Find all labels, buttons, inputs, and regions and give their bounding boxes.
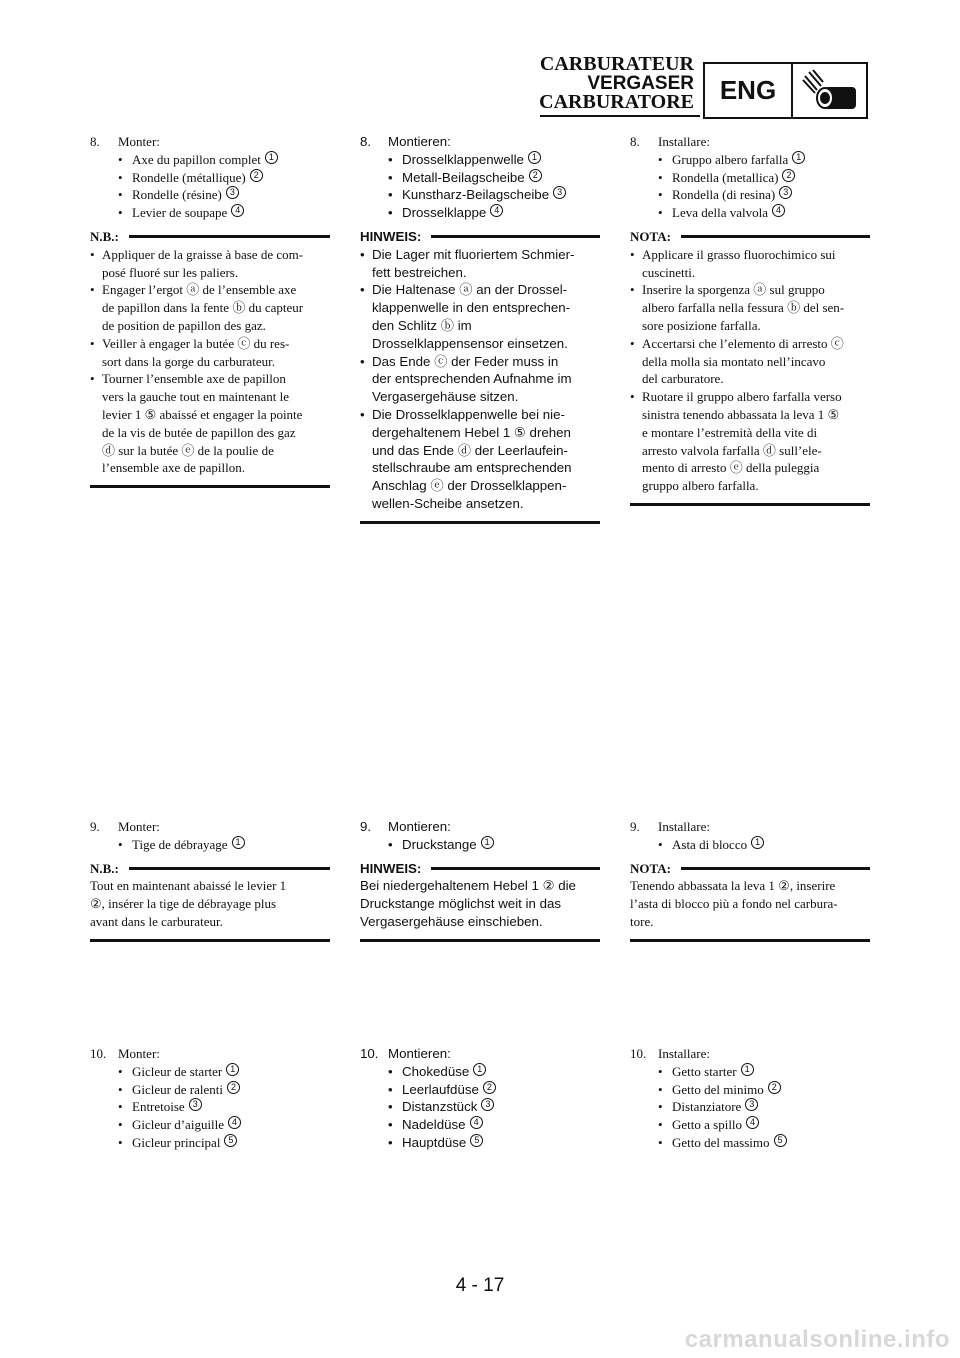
part-reference: 1 <box>232 836 245 849</box>
note-line-text: avant dans le carburateur. <box>90 913 223 929</box>
note-line-text: tore. <box>630 913 654 929</box>
bullet: • <box>388 169 393 185</box>
note-line-text: Engager l’ergot ⓐ de l’ensemble axe <box>102 282 297 298</box>
note-line-text: cuscinetti. <box>642 264 696 280</box>
part-reference: 1 <box>481 836 494 849</box>
note-end-rule <box>90 939 330 942</box>
note-paragraph <box>90 877 330 930</box>
note-line-text: Appliquer de la graisse à base de com- <box>102 246 304 262</box>
part-reference: 4 <box>746 1116 759 1129</box>
bullet: • <box>388 151 393 167</box>
part-item <box>630 151 870 169</box>
note-text <box>642 246 870 282</box>
part-item <box>90 151 330 169</box>
step-s10 <box>630 1045 870 1152</box>
note-heading <box>360 860 600 878</box>
note-line-text: mento di arresto ⓔ della puleggia <box>642 460 820 476</box>
step-verb: Montieren: <box>388 1046 451 1061</box>
note-paragraph <box>630 877 870 930</box>
note-rule <box>681 235 870 238</box>
note-heading <box>90 228 330 246</box>
step-verb: Monter: <box>118 1046 160 1061</box>
bullet: • <box>658 169 663 185</box>
part-name: Chokedüse <box>402 1063 470 1079</box>
note-line-text: sinistra tenendo abbassata la leva 1 ⑤ <box>642 406 840 422</box>
note-line-text: Die Haltenase ⓐ an der Drossel- <box>372 282 568 298</box>
note-rule <box>431 235 600 238</box>
bullet: • <box>388 1099 393 1115</box>
note-text <box>642 335 870 388</box>
note-label: NOTA: <box>630 228 671 244</box>
part-reference: 3 <box>779 186 792 199</box>
note-text <box>372 246 600 282</box>
note-line-text: de position de papillon des gaz. <box>102 317 266 333</box>
note-line-text: gruppo albero farfalla. <box>642 478 759 494</box>
part-name: Nadeldüse <box>402 1117 466 1133</box>
note-bullet-item <box>630 388 870 495</box>
bullet: • <box>90 371 95 387</box>
part-reference: 1 <box>741 1063 754 1076</box>
part-item <box>630 186 870 204</box>
part-reference: 2 <box>227 1081 240 1094</box>
part-reference: 3 <box>553 186 566 199</box>
note-paragraph <box>360 877 600 930</box>
section-badge <box>703 62 868 119</box>
part-name: Entretoise <box>132 1099 185 1115</box>
note-bullet-item <box>630 281 870 334</box>
part-name: Getto a spillo <box>672 1117 743 1133</box>
note-line-text: Applicare il grasso fluorochimico sui <box>642 246 836 262</box>
step-number: 9. <box>360 819 372 834</box>
note-line-text: Die Lager mit fluoriertem Schmier- <box>372 246 575 262</box>
note-line-text: de la vis de butée de papillon des gaz <box>102 424 296 440</box>
note-line-text: l’ensemble axe de papillon. <box>102 460 245 476</box>
part-name: Axe du papillon complet <box>132 151 261 167</box>
part-name: Rondella (di resina) <box>672 187 776 203</box>
bullet: • <box>658 1117 663 1133</box>
part-name: Hauptdüse <box>402 1134 467 1150</box>
step-heading <box>630 818 870 836</box>
note-line-text: arresto valvola farfalla ⓓ sull’ele- <box>642 442 822 458</box>
part-reference: 4 <box>490 204 503 217</box>
bullet: • <box>658 205 663 221</box>
step-heading <box>630 1045 870 1063</box>
note-text <box>642 281 870 334</box>
step-number: 9. <box>630 819 640 834</box>
bullet: • <box>360 282 365 298</box>
part-reference: 3 <box>745 1098 758 1111</box>
note-line-text: Das Ende ⓒ der Feder muss in <box>372 353 559 369</box>
part-name: Kunstharz-Beilagscheibe <box>402 187 550 203</box>
part-reference: 3 <box>189 1098 202 1111</box>
bullet: • <box>658 1063 663 1079</box>
part-reference: 4 <box>772 204 785 217</box>
note-end-rule <box>360 939 600 942</box>
step-number: 10. <box>630 1046 647 1061</box>
bullet: • <box>118 1134 123 1150</box>
part-reference: 5 <box>470 1134 483 1147</box>
part-item <box>630 836 870 854</box>
part-item <box>630 1116 870 1134</box>
note-text <box>372 281 600 352</box>
note-line-text: Tout en maintenant abaissé le levier 1 <box>90 878 287 894</box>
note-heading <box>630 860 870 878</box>
part-reference: 1 <box>265 151 278 164</box>
note-line-text: Vergasergehäuse sitzen. <box>372 389 519 405</box>
note-text <box>372 353 600 406</box>
step-verb: Installare: <box>658 819 710 834</box>
part-reference: 4 <box>228 1116 241 1129</box>
step-s8 <box>360 133 600 524</box>
note-line-text: Accertarsi che l’elemento di arresto ⓒ <box>642 335 844 351</box>
note-line-text: Druckstange möglichst weit in das <box>360 896 562 912</box>
part-name: Drosselklappe <box>402 205 487 221</box>
part-name: Distanziatore <box>672 1099 742 1115</box>
note-bullet-item <box>360 406 600 513</box>
note-line-text: sore posizione farfalla. <box>642 317 761 333</box>
note-line-text: de papillon dans la fente ⓑ du capteur <box>102 300 304 316</box>
note-line-text: Ruotare il gruppo albero farfalla verso <box>642 389 842 405</box>
part-name: Rondella (metallica) <box>672 169 779 185</box>
note-rule <box>129 235 330 238</box>
note-line-text: Veiller à engager la butée ⓒ du res- <box>102 335 290 351</box>
note-heading <box>360 228 600 246</box>
note-line-text: Drosselklappensensor einsetzen. <box>372 335 568 351</box>
note-text <box>102 281 330 334</box>
note-line-text: den Schlitz ⓑ im <box>372 317 472 333</box>
part-name: Getto starter <box>672 1063 737 1079</box>
step-s8 <box>630 133 870 506</box>
note-line-text: dergehaltenem Hebel 1 ⑤ drehen <box>372 424 571 440</box>
part-reference: 1 <box>792 151 805 164</box>
part-reference: 1 <box>751 836 764 849</box>
part-reference: 3 <box>481 1098 494 1111</box>
part-name: Levier de soupape <box>132 205 228 221</box>
bullet: • <box>630 389 635 405</box>
step-s9 <box>630 818 870 942</box>
step-number: 9. <box>90 819 100 834</box>
header-rule <box>540 115 700 117</box>
note-bullet-item <box>90 335 330 371</box>
note-end-rule <box>630 939 870 942</box>
note-line-text: ②, insérer la tige de débrayage plus <box>90 896 276 912</box>
part-item <box>360 204 600 222</box>
part-item <box>360 1063 600 1081</box>
part-item <box>360 1134 600 1152</box>
note-label: NOTA: <box>630 860 671 876</box>
note-label: N.B.: <box>90 228 119 244</box>
step-heading <box>90 1045 330 1063</box>
step-s9 <box>90 818 330 942</box>
part-reference: 1 <box>473 1063 486 1076</box>
part-item <box>360 151 600 169</box>
part-name: Gicleur principal <box>132 1134 221 1150</box>
bullet: • <box>658 1099 663 1115</box>
note-text <box>642 388 870 495</box>
note-line-text: Bei niedergehaltenem Hebel 1 ② die <box>360 878 576 894</box>
part-item <box>90 169 330 187</box>
part-reference: 2 <box>782 169 795 182</box>
note-line-text: Tourner l’ensemble axe de papillon <box>102 371 286 387</box>
note-line-text: vers la gauche tout en maintenant le <box>102 389 289 405</box>
note-bullet-item <box>630 335 870 388</box>
note-line-text: posé fluoré sur les paliers. <box>102 264 239 280</box>
bullet: • <box>630 282 635 298</box>
engine-icon <box>793 64 866 117</box>
part-item <box>360 1098 600 1116</box>
step-heading <box>360 133 600 151</box>
bullet: • <box>630 246 635 262</box>
note-bullet-item <box>360 281 600 352</box>
step-verb: Montieren: <box>388 134 451 149</box>
step-s8 <box>90 133 330 488</box>
note-line-text: der entsprechenden Aufnahme im <box>372 371 572 387</box>
section-label: ENG <box>705 64 793 117</box>
note-label: HINWEIS: <box>360 860 422 876</box>
bullet: • <box>658 836 663 852</box>
title-italian: CARBURATORE <box>539 91 694 113</box>
note-bullet-item <box>630 246 870 282</box>
title-german: VERGASER <box>587 73 694 94</box>
note-bullet-item <box>360 246 600 282</box>
note-rule <box>681 867 870 870</box>
step-verb: Installare: <box>658 1046 710 1061</box>
part-item <box>360 169 600 187</box>
note-line-text: albero farfalla nella fessura ⓑ del sen- <box>642 300 845 316</box>
part-item <box>90 186 330 204</box>
step-number: 8. <box>360 134 372 149</box>
note-line-text: und das Ende ⓓ der Leerlaufein- <box>372 442 568 458</box>
note-text <box>372 406 600 513</box>
part-name: Metall-Beilagscheibe <box>402 169 525 185</box>
part-reference: 4 <box>470 1116 483 1129</box>
step-s9 <box>360 818 600 942</box>
bullet: • <box>118 836 123 852</box>
bullet: • <box>118 1063 123 1079</box>
note-line-text: della molla sia montato nell’incavo <box>642 353 826 369</box>
note-line-text: sort dans la gorge du carburateur. <box>102 353 276 369</box>
note-line-text: stellschraube am entsprechenden <box>372 460 572 476</box>
bullet: • <box>118 1117 123 1133</box>
part-item <box>360 1116 600 1134</box>
part-name: Gicleur d’aiguille <box>132 1117 225 1133</box>
bullet: • <box>388 187 393 203</box>
part-item <box>90 1116 330 1134</box>
bullet: • <box>118 1099 123 1115</box>
note-bullet-item <box>90 246 330 282</box>
note-line-text: wellen-Scheibe ansetzen. <box>372 495 524 511</box>
part-reference: 2 <box>529 169 542 182</box>
part-name: Druckstange <box>402 836 477 852</box>
part-name: Getto del minimo <box>672 1081 764 1097</box>
part-reference: 2 <box>768 1081 781 1094</box>
note-line-text: fett bestreichen. <box>372 264 467 280</box>
part-name: Distanzstück <box>402 1099 478 1115</box>
note-line-text: del carburatore. <box>642 371 724 387</box>
part-item <box>630 1134 870 1152</box>
note-label: HINWEIS: <box>360 228 422 244</box>
step-heading <box>90 133 330 151</box>
part-reference: 2 <box>483 1081 496 1094</box>
bullet: • <box>388 1117 393 1133</box>
note-bullet-item <box>90 281 330 334</box>
note-heading <box>90 860 330 878</box>
note-line-text: levier 1 ⑤ abaissé et engager la pointe <box>102 406 303 422</box>
bullet: • <box>118 151 123 167</box>
step-number: 10. <box>360 1046 379 1061</box>
bullet: • <box>388 1081 393 1097</box>
note-bullet-item <box>360 353 600 406</box>
step-heading <box>90 818 330 836</box>
note-line-text: Tenendo abbassata la leva 1 ②, inserire <box>630 878 836 894</box>
part-item <box>90 1081 330 1099</box>
part-name: Getto del massimo <box>672 1134 770 1150</box>
note-line-text: ⓓ sur la butée ⓔ de la poulie de <box>102 442 274 458</box>
part-reference: 4 <box>231 204 244 217</box>
part-name: Gruppo albero farfalla <box>672 151 789 167</box>
note-heading <box>630 228 870 246</box>
bullet: • <box>90 335 95 351</box>
step-heading <box>630 133 870 151</box>
bullet: • <box>360 406 365 422</box>
step-number: 10. <box>90 1046 107 1061</box>
bullet: • <box>658 187 663 203</box>
part-item <box>90 204 330 222</box>
part-item <box>360 186 600 204</box>
note-line-text: klappenwelle in den entsprechen- <box>372 300 571 316</box>
part-item <box>90 1134 330 1152</box>
note-end-rule <box>630 503 870 506</box>
part-reference: 5 <box>224 1134 237 1147</box>
part-item <box>360 836 600 854</box>
note-line-text: Inserire la sporgenza ⓐ sul gruppo <box>642 282 825 298</box>
part-name: Gicleur de starter <box>132 1063 223 1079</box>
watermark: carmanualsonline.info <box>684 1326 950 1353</box>
part-name: Drosselklappenwelle <box>402 151 524 167</box>
note-bullet-item <box>90 370 330 477</box>
bullet: • <box>360 353 365 369</box>
note-line-text: Vergasergehäuse einschieben. <box>360 913 543 929</box>
bullet: • <box>118 1081 123 1097</box>
bullet: • <box>630 335 635 351</box>
part-item <box>360 1081 600 1099</box>
note-end-rule <box>90 485 330 488</box>
step-s10 <box>90 1045 330 1152</box>
step-number: 8. <box>90 134 100 149</box>
note-rule <box>129 867 330 870</box>
part-item <box>90 1098 330 1116</box>
bullet: • <box>360 246 365 262</box>
bullet: • <box>658 151 663 167</box>
note-line-text: Die Drosselklappenwelle bei nie- <box>372 406 565 422</box>
step-verb: Monter: <box>118 134 160 149</box>
title-french: CARBURATEUR <box>539 53 694 75</box>
step-s10 <box>360 1045 600 1152</box>
part-item <box>90 1063 330 1081</box>
part-item <box>90 836 330 854</box>
bullet: • <box>388 1063 393 1079</box>
bullet: • <box>90 246 95 262</box>
note-rule <box>431 867 600 870</box>
part-reference: 3 <box>226 186 239 199</box>
part-reference: 5 <box>774 1134 787 1147</box>
part-item <box>630 169 870 187</box>
note-label: N.B.: <box>90 860 119 876</box>
note-end-rule <box>360 521 600 524</box>
part-name: Asta di blocco <box>672 836 748 852</box>
part-reference: 2 <box>250 169 263 182</box>
part-reference: 1 <box>528 151 541 164</box>
step-heading <box>360 818 600 836</box>
bullet: • <box>118 169 123 185</box>
part-item <box>630 1081 870 1099</box>
part-name: Gicleur de ralenti <box>132 1081 223 1097</box>
page-number: 4 - 17 <box>455 1275 505 1296</box>
part-name: Rondelle (résine) <box>132 187 222 203</box>
note-line-text: l’asta di blocco più a fondo nel carbura- <box>630 896 838 912</box>
bullet: • <box>118 187 123 203</box>
step-verb: Monter: <box>118 819 160 834</box>
step-heading <box>360 1045 600 1063</box>
part-item <box>630 204 870 222</box>
part-item <box>630 1063 870 1081</box>
bullet: • <box>388 205 393 221</box>
note-text <box>102 335 330 371</box>
bullet: • <box>658 1081 663 1097</box>
note-line-text: e montare l’estremità della vite di <box>642 424 818 440</box>
part-reference: 1 <box>226 1063 239 1076</box>
step-verb: Installare: <box>658 134 710 149</box>
step-number: 8. <box>630 134 640 149</box>
bullet: • <box>388 836 393 852</box>
part-name: Tige de débrayage <box>132 836 228 852</box>
note-text <box>102 246 330 282</box>
part-name: Leva della valvola <box>672 205 769 221</box>
section-titles <box>539 55 694 112</box>
step-verb: Montieren: <box>388 819 451 834</box>
part-name: Leerlaufdüse <box>402 1081 479 1097</box>
note-text <box>102 370 330 477</box>
bullet: • <box>90 282 95 298</box>
bullet: • <box>388 1134 393 1150</box>
bullet: • <box>658 1134 663 1150</box>
part-item <box>630 1098 870 1116</box>
note-line-text: Anschlag ⓔ der Drosselklappen- <box>372 478 567 494</box>
bullet: • <box>118 205 123 221</box>
part-name: Rondelle (métallique) <box>132 169 246 185</box>
